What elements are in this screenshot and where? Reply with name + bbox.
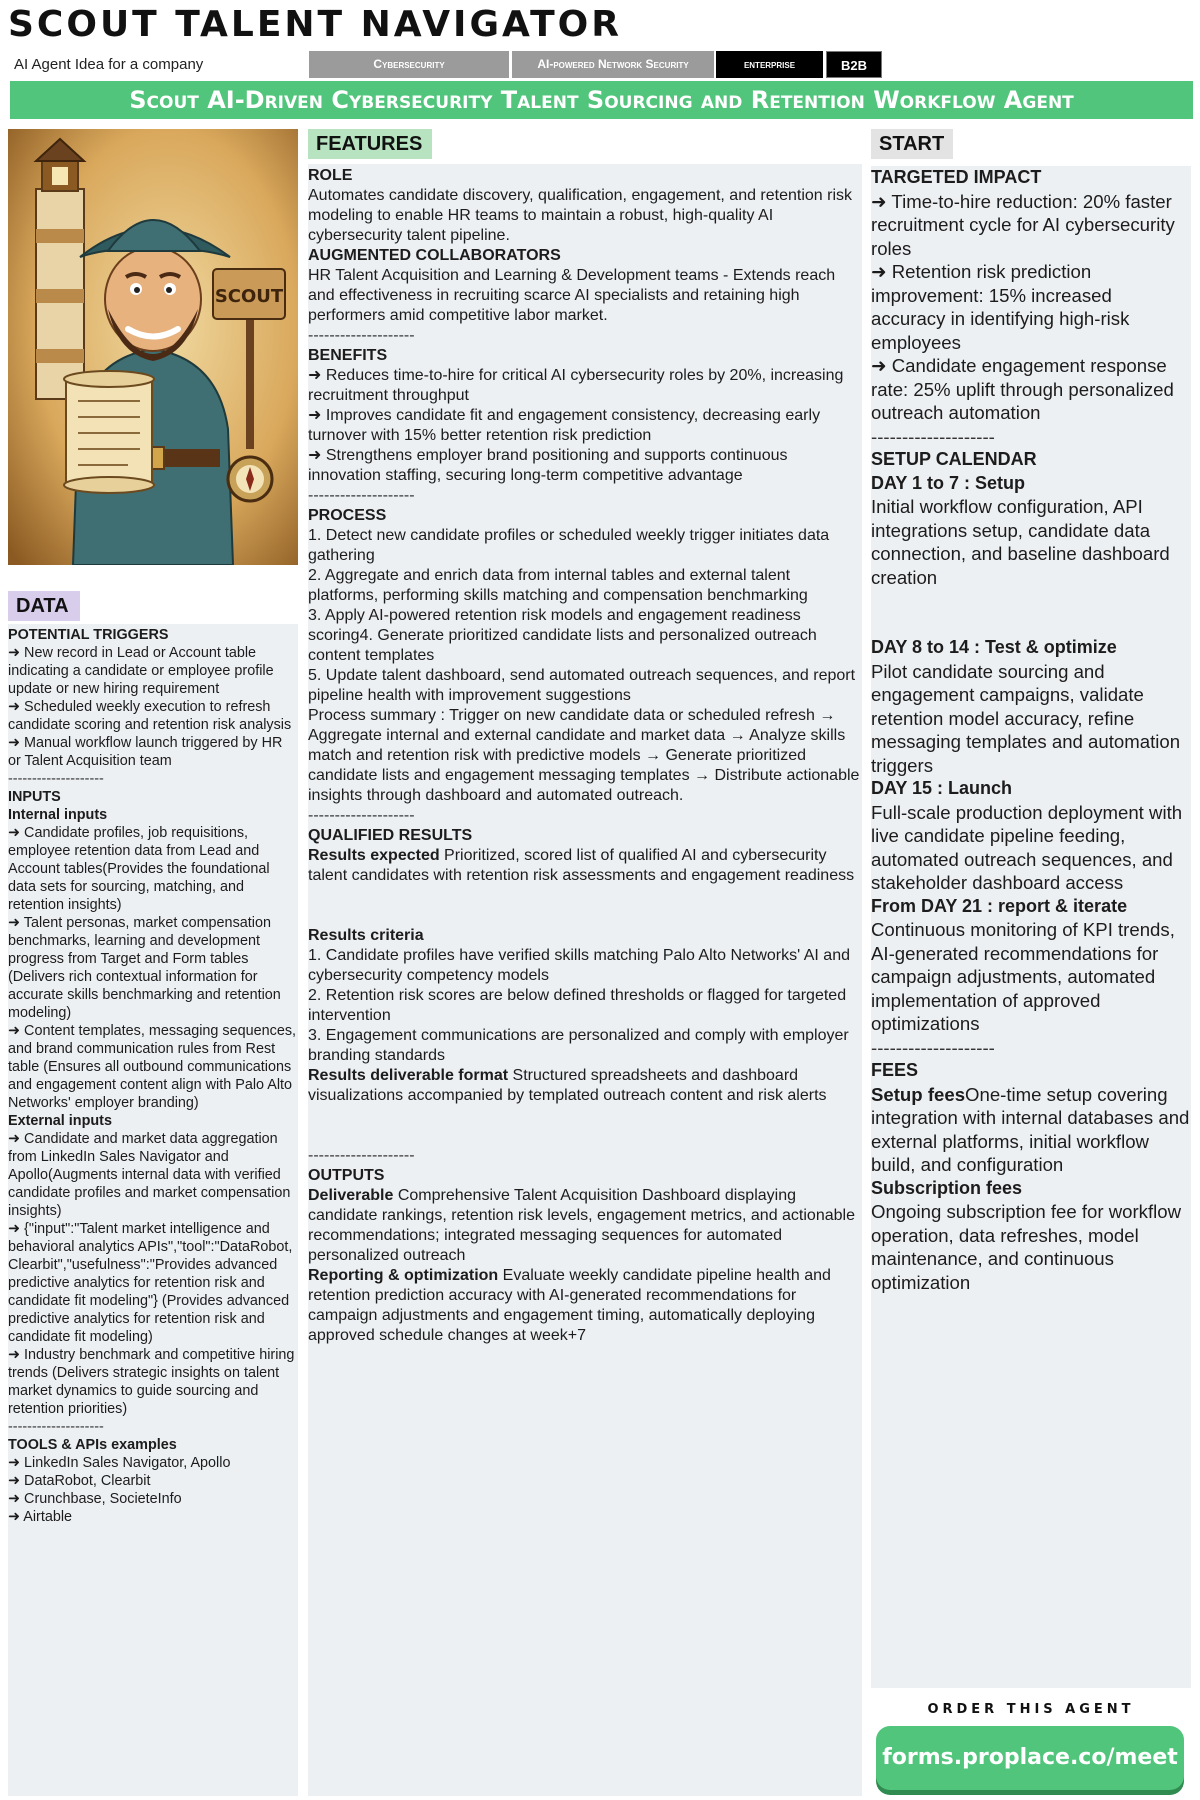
day15-text: Full-scale production deployment with live candidate pipeline feeding, automated outreach sequences, and stakeholder dashboard access: [871, 801, 1183, 893]
features-panel: [308, 164, 862, 1796]
process-summary: Process summary : Trigger on new candidate data or scheduled refresh → Aggregate internal and external candidate and market data → Analyze skills match and retention risk with predictive models → Generate prioritized candidate lists and engagement messaging templates → Distribute actionable insights through dashboard and automated outreach.: [308, 707, 860, 804]
setup-fees-label: Setup fees: [871, 1083, 966, 1105]
day21-title: From DAY 21 : report & iterate: [871, 895, 1128, 916]
role-title: ROLE: [308, 167, 353, 184]
day15-title: DAY 15 : Launch: [871, 778, 1013, 798]
pirate-explorer-illustration: [8, 129, 298, 565]
divider: --------------------: [308, 487, 415, 504]
internal-input-item: ➜ Content templates, messaging sequences, and brand communication rules from Rest table (Ensures all outbound communications and engagement content align with Palo Alto Networks' employer branding): [8, 1023, 297, 1111]
results-format-text: Structured spreadsheets and dashboard visualizations accompanied by templated outreach content and risk alerts: [308, 1067, 827, 1104]
agent-banner: Scout AI-Driven Cybersecurity Talent Sourcing and Retention Workflow Agent: [10, 81, 1193, 119]
fees-title: FEES: [871, 1060, 919, 1080]
order-agent-label: ORDER THIS AGENT: [927, 1702, 1135, 1717]
qualified-results-title: QUALIFIED RESULTS: [308, 827, 473, 844]
role-text: Automates candidate discovery, qualification, engagement, and retention risk modeling to enable HR teams to maintain a robust, high-quality AI cybersecurity talent pipeline.: [308, 187, 853, 244]
tool-item: ➜ Airtable: [8, 1509, 73, 1525]
process-step: 2. Aggregate and enrich data from internal tables and external talent platforms, performing skills matching and compensation benchmarking: [308, 567, 808, 604]
data-section-heading: DATA: [8, 591, 80, 621]
process-step: 5. Update talent dashboard, send automated outreach sequences, and report pipeline health with improvement suggestions: [308, 667, 856, 704]
page-subtitle: AI Agent Idea for a company: [14, 56, 204, 73]
trigger-item: ➜ New record in Lead or Account table indicating a candidate or employee profile update or new hiring requirement: [8, 645, 274, 697]
trigger-item: ➜ Scheduled weekly execution to refresh candidate scoring and retention risk analysis: [8, 699, 292, 733]
divider: --------------------: [308, 327, 415, 344]
tag-enterprise: enterprise: [716, 51, 823, 78]
day8-title: DAY 8 to 14 : Test & optimize: [871, 637, 1117, 657]
tool-item: ➜ LinkedIn Sales Navigator, Apollo: [8, 1455, 231, 1471]
external-input-item: ➜ Candidate and market data aggregation from LinkedIn Sales Navigator and Apollo(Augments internal data with verified candidate profiles and market compensation insights): [8, 1131, 291, 1219]
impact-item: ➜ Time-to-hire reduction: 20% faster recruitment cycle for AI cybersecurity roles: [871, 190, 1175, 259]
lighthouse-icon: [36, 139, 84, 399]
divider: --------------------: [308, 1147, 415, 1164]
results-criteria-item: 1. Candidate profiles have verified skills matching Palo Alto Networks' AI and cybersecurity competency models: [308, 947, 850, 984]
impact-item: ➜ Retention risk prediction improvement: 15% increased accuracy in identifying high-risk employees: [871, 261, 1130, 353]
start-section-heading: START: [871, 129, 953, 159]
page-title: SCOUT TALENT NAVIGATOR: [8, 4, 622, 45]
divider: --------------------: [871, 1036, 995, 1058]
reporting-label: Reporting & optimization: [308, 1267, 499, 1284]
results-format: [308, 1066, 862, 1106]
benefits-title: BENEFITS: [308, 347, 388, 364]
benefit-item: ➜ Reduces time-to-hire for critical AI cybersecurity roles by 20%, increasing recruitment throughput: [308, 367, 844, 404]
results-expected-text: Prioritized, scored list of qualified AI and cybersecurity talent candidates with retention risk assessments and engagement readiness: [308, 847, 855, 884]
process-title: PROCESS: [308, 507, 387, 524]
tool-item: ➜ Crunchbase, SocieteInfo: [8, 1491, 182, 1507]
setup-fees-text: One-time setup covering integration with internal databases and external platforms, initial workflow build, and configuration: [871, 1083, 1190, 1175]
collaborators-text: HR Talent Acquisition and Learning & Development teams - Extends reach and effectiveness in recruiting scarce AI specialists and retaining high performers amid competitive labor market.: [308, 267, 836, 324]
collaborators-title: AUGMENTED COLLABORATORS: [308, 247, 561, 264]
results-format-label: Results deliverable format: [308, 1067, 509, 1084]
outputs-title: OUTPUTS: [308, 1167, 385, 1184]
mascot-illustration: [8, 129, 298, 565]
inputs-title: INPUTS: [8, 789, 61, 805]
results-criteria-label: Results criteria: [308, 927, 424, 944]
divider: --------------------: [8, 771, 104, 787]
targeted-impact-title: TARGETED IMPACT: [871, 167, 1042, 187]
divider: --------------------: [871, 425, 995, 447]
benefit-item: ➜ Strengthens employer brand positioning and supports continuous innovation staffing, securing long-term competitive advantage: [308, 447, 788, 484]
day1-text: Initial workflow configuration, API integrations setup, candidate data connection, and baseline dashboard creation: [871, 496, 1170, 588]
day21-text: Continuous monitoring of KPI trends, AI-generated recommendations for campaign adjustments, automated implementation of approved optimizations: [871, 919, 1175, 1034]
tools-title: TOOLS & APIs examples: [8, 1437, 177, 1453]
internal-input-item: ➜ Candidate profiles, job requisitions, employee retention data from Lead and Account tables(Provides the foundational data sets for sourcing, matching, and retention insights): [8, 825, 270, 913]
divider: --------------------: [8, 1419, 104, 1435]
benefit-item: ➜ Improves candidate fit and engagement consistency, decreasing early turnover with 15% better retention risk prediction: [308, 407, 821, 444]
subscription-fees-label: Subscription fees: [871, 1177, 1023, 1198]
day8-text: Pilot candidate sourcing and engagement campaigns, validate retention model accuracy, refine messaging templates and automation triggers: [871, 660, 1181, 776]
setup-calendar-title: SETUP CALENDAR: [871, 449, 1037, 469]
deliverable: [308, 1186, 862, 1266]
tag-b2b: B2B: [826, 51, 882, 78]
internal-input-item: ➜ Talent personas, market compensation benchmarks, learning and development progress from Target and Form tables (Delivers rich contextual information for accurate skills benchmarking and retention modeling): [8, 915, 281, 1021]
external-input-item: ➜ Industry benchmark and competitive hiring trends (Delivers strategic insights on talent market dynamics to guide sourcing and retention priorities): [8, 1347, 295, 1417]
setup-fees: [871, 1083, 1191, 1177]
tool-item: ➜ DataRobot, Clearbit: [8, 1473, 151, 1489]
impact-item: ➜ Candidate engagement response rate: 25% uplift through personalized outreach automation: [871, 355, 1174, 423]
day1-title: DAY 1 to 7 : Setup: [871, 472, 1026, 493]
results-expected-label: Results expected: [308, 847, 440, 864]
subscription-fees-text: Ongoing subscription fee for workflow operation, data refreshes, model maintenance, and continuous optimization: [871, 1201, 1182, 1293]
sign-text: SCOUT: [214, 286, 284, 307]
external-inputs-title: External inputs: [8, 1113, 112, 1129]
deliverable-label: Deliverable: [308, 1187, 394, 1204]
start-panel: [871, 166, 1191, 1688]
external-input-item: ➜ {"input":"Talent market intelligence and behavioral analytics APIs","tool":"DataRobot, Clearbit","usefulness":"Provides advanced predictive analytics for retention risk and candidate fit modeling"} (Provides advanced predictive analytics for retention risk and candidate fit modeling): [8, 1221, 293, 1345]
process-step: 1. Detect new candidate profiles or scheduled weekly trigger initiates data gathering: [308, 527, 830, 564]
trigger-item: ➜ Manual workflow launch triggered by HR or Talent Acquisition team: [8, 735, 283, 769]
triggers-title: POTENTIAL TRIGGERS: [8, 627, 169, 643]
reporting: [308, 1266, 862, 1346]
features-section-heading: FEATURES: [308, 129, 432, 159]
deliverable-text: Comprehensive Talent Acquisition Dashboard displaying candidate rankings, retention risk levels, engagement metrics, and actionable recommendations; integrated messaging sequences for automated personalized outreach: [308, 1187, 855, 1264]
divider: --------------------: [308, 807, 415, 824]
compass-icon: [228, 457, 272, 501]
scroll-icon: [64, 371, 154, 493]
reporting-text: Evaluate weekly candidate pipeline health and retention prediction accuracy with AI-generated recommendations for campaign adjustments and engagement timing, automatically deploying approved schedule changes at week+7: [308, 1267, 831, 1344]
tag-network-security: AI-powered Network Security: [512, 51, 714, 78]
internal-inputs-title: Internal inputs: [8, 807, 108, 823]
tag-cybersecurity: Cybersecurity: [309, 51, 509, 78]
process-step: 3. Apply AI-powered retention risk models and engagement readiness scoring4. Generate prioritized candidate lists and personalized outreach content templates: [308, 607, 817, 664]
results-criteria-item: 3. Engagement communications are personalized and comply with employer branding standards: [308, 1027, 849, 1064]
order-agent-button[interactable]: forms.proplace.co/meet: [876, 1726, 1184, 1790]
results-expected: [308, 846, 862, 886]
data-panel: [8, 624, 298, 1796]
results-criteria-item: 2. Retention risk scores are below defined thresholds or flagged for targeted intervention: [308, 987, 847, 1024]
